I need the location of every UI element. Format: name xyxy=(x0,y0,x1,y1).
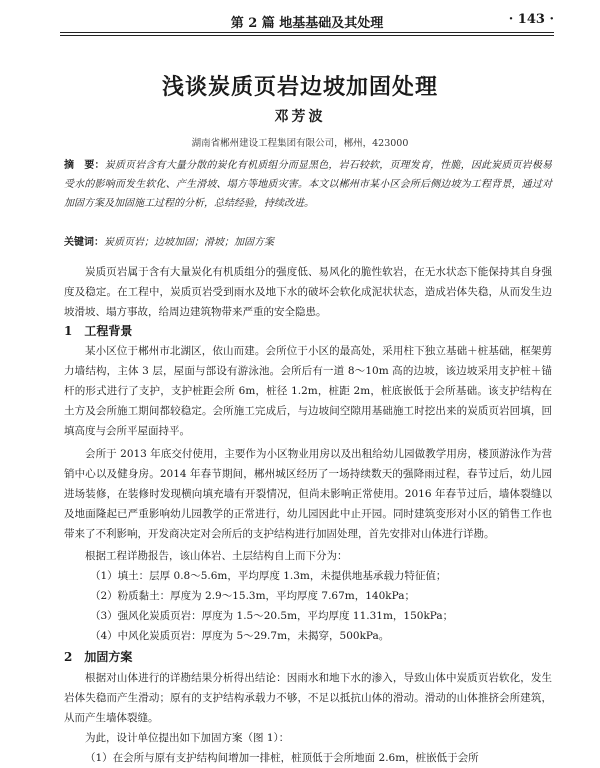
header-rule-thin xyxy=(60,35,554,36)
section-2-heading: 2 加固方案 xyxy=(64,650,133,664)
article-author: 邓芳波 xyxy=(274,109,326,125)
abstract xyxy=(64,156,552,213)
author-affiliation: 湖南省郴州建设工程集团有限公司，郴州，423000 xyxy=(191,138,409,149)
section-1-paragraph-3: 根据工程详勘报告，该山体岩、土层结构自上而下分为： xyxy=(85,550,348,562)
page-number: · 143 · xyxy=(508,12,554,27)
intro-paragraph: 炭质页岩属于含有大量炭化有机质组分的强度低、易风化的脆性软岩，在无水状态下能保持其自身强度及稳定。在工程中，炭质页岩受到雨水及地下水的破坏会软化成泥状状态，造成岩体失稳，从而发生边坡滑坡、塌方事故，给周边建筑物带来严重的安全隐患。 xyxy=(64,266,552,318)
section-1-paragraph-2: 会所于 2013 年底交付使用，主要作为小区物业用房以及出租给幼儿园做教学用房，楼顶游泳作为营销中心以及健身房。2014 年春节期间，郴州城区经历了一场持续数天的强降雨过程，春节过后，幼儿园进场装修，在装修时发现横向填充墙有开裂情况，但尚未影响正常使用。2016 年春节过后，墙体裂缝以及地面隆起已严重影响幼儿园教学的正常进行，幼儿园因此中止开园。同时建筑变形对小区的销售工作也带来了不利影响，开发商决定对会所后的支护结构进行加固处理，首先安排对山体进行详勘。 xyxy=(64,448,552,540)
layer-item: （3）强风化炭质页岩：厚度为 1.5～20.5m，平均厚度 11.31m，150kPa； xyxy=(90,610,454,622)
section-2-paragraph-1: 根据对山体进行的详勘结果分析得出结论：因雨水和地下水的渗入，导致山体中炭质页岩软化，发生岩体失稳而产生滑动；原有的支护结构承载力不够，不足以抵抗山体的滑动。滑动的山体推挤会所建筑，从而产生墙体裂缝。 xyxy=(64,672,552,724)
layer-item: （4）中风化炭质页岩：厚度为 5～29.7m，未揭穿，500kPa。 xyxy=(90,630,390,642)
header-section-title: 第 2 篇 地基基础及其处理 xyxy=(230,16,384,31)
abstract-text: 炭质页岩含有大量分散的炭化有机质组分而显黑色，岩石较软，页理发育，性脆，因此炭质页岩极易受水的影响而发生软化、产生滑坡、塌方等地质灾害。本文以郴州市某小区会所后侧边坡为工程背景，通过对加固方案及加固施工过程的分析，总结经验，持续改进。 xyxy=(64,160,553,209)
article-title: 浅谈炭质页岩边坡加固处理 xyxy=(161,74,438,100)
section-2-paragraph-2: 为此，设计单位提出如下加固方案（图 1）： xyxy=(85,732,290,744)
running-header xyxy=(60,12,554,34)
abstract-label: 摘 要： xyxy=(64,160,105,171)
keywords-label: 关键词： xyxy=(64,237,104,248)
section-1-paragraph-1: 某小区位于郴州市北湖区，依山而建。会所位于小区的最高处，采用柱下独立基础＋桩基础，框架剪力墙结构，主体 3 层，屋面与部设有游泳池。会所后有一道 8～10m 高的边坡，该边坡采用支护桩＋锚杆的形式进行了支护，支护桩距会所 6m，桩径 1.2m，桩距 2m，桩底嵌低于会所基础。该支护结构在土方及会所施工期间都较稳定。会所施工完成后，与边坡间空隙用基础施工时挖出来的炭质页岩回填，回填高度与会所平屋面持平。 xyxy=(64,345,552,437)
keywords-text: 炭质页岩；边坡加固；滑坡；加固方案 xyxy=(104,237,274,248)
header-rule xyxy=(60,32,554,33)
section-1-heading: 1 工程背景 xyxy=(64,324,133,338)
layer-item: （2）粉质黏土：厚度为 2.9～15.3m，平均厚度 7.67m，140kPa； xyxy=(90,590,415,602)
keywords xyxy=(64,233,552,252)
layer-item: （1）填土：层厚 0.8～5.6m，平均厚度 1.3m，未提供地基承载力特征值； xyxy=(90,570,447,582)
section-2-item-1: （1）在会所与原有支护结构间增加一排桩，桩顶低于会所地面 2.6m，桩嵌低于会所 xyxy=(85,752,479,764)
